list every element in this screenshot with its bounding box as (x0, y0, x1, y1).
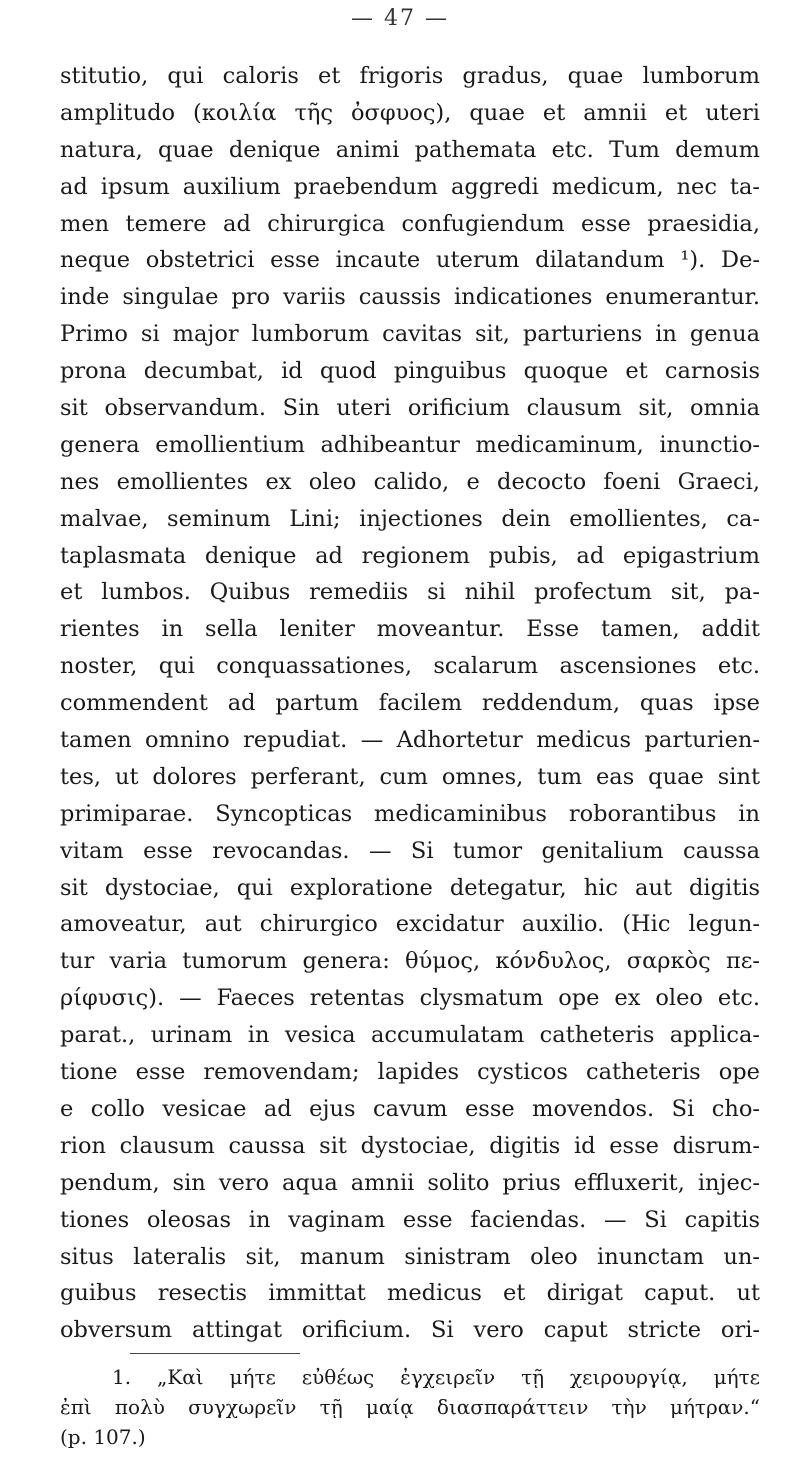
text-line: tione esse removendam; lapides cysticos catheteris ope (60, 1059, 760, 1086)
text-line: rientes in sella leniter moveantur. Esse tamen, addit (60, 616, 760, 643)
text-line: e collo vesicae ad ejus cavum esse movendos. Si cho- (60, 1095, 760, 1122)
text-line: genera emollientium adhibeantur medicaminum, inunctio- (60, 431, 760, 458)
text-line: sit dystociae, qui exploratione detegatur, hic aut digitis (60, 874, 760, 901)
text-line: pendum, sin vero aqua amnii solito prius effluxerit, injec- (60, 1169, 760, 1196)
text-line: inde singulae pro variis caussis indicationes enumerantur. (60, 284, 760, 311)
text-line: amoveatur, aut chirurgico excidatur auxilio. (Hic legun- (60, 911, 760, 938)
text-line: tiones oleosas in vaginam esse faciendas. — Si capitis (60, 1206, 760, 1233)
text-line: primiparae. Syncopticas medicaminibus roborantibus in (60, 800, 760, 827)
text-line: natura, quae denique animi pathemata etc. Tum demum (60, 136, 760, 163)
text-line: rion clausum caussa sit dystociae, digitis id esse disrum- (60, 1132, 760, 1159)
text-line: vitam esse revocandas. — Si tumor genitalium caussa (60, 837, 760, 864)
text-line: commendent ad partum facilem reddendum, quas ipse (60, 690, 760, 717)
text-line: nes emollientes ex oleo calido, e decocto foeni Graeci, (60, 468, 760, 495)
text-line: neque obstetrici esse incaute uterum dilatandum ¹). De- (60, 247, 760, 274)
text-line: ad ipsum auxilium praebendum aggredi medicum, nec ta- (60, 173, 760, 200)
text-line: et lumbos. Quibus remediis si nihil profectum sit, pa- (60, 579, 760, 606)
footnote-block (60, 1362, 760, 1452)
text-line: guibus resectis immittat medicus et dirigat caput. ut (60, 1280, 760, 1307)
footnote-line: (p. 107.) (60, 1425, 146, 1449)
main-text-block (60, 58, 760, 1349)
text-line: prona decumbat, id quod pinguibus quoque et carnosis (60, 358, 760, 385)
footnote-divider (130, 1353, 300, 1354)
text-line: tur varia tumorum genera: θύμος, κόνδυλος, σαρκὸς πε- (60, 948, 760, 975)
text-line: tes, ut dolores perferant, cum omnes, tum eas quae sint (60, 763, 760, 790)
text-line: parat., urinam in vesica accumulatam catheteris applica- (60, 1022, 760, 1049)
text-line: noster, qui conquassationes, scalarum ascensiones etc. (60, 653, 760, 680)
text-line: Primo si major lumborum cavitas sit, parturiens in genua (60, 321, 760, 348)
text-line: stitutio, qui caloris et frigoris gradus, quae lumborum (60, 63, 760, 89)
text-line: taplasmata denique ad regionem pubis, ad epigastrium (60, 542, 760, 569)
footnote-line: 1. „Καὶ μήτε εὐθέως ἐγχειρεῖν τῇ χειρουργίᾳ, μήτε (112, 1365, 760, 1389)
text-line: situs lateralis sit, manum sinistram oleo inunctam un- (60, 1243, 760, 1270)
footnote-line: ἐπὶ πολὺ συγχωρεῖν τῇ μαίᾳ διασπαράττειν τὴν μήτραν.“ (60, 1395, 760, 1419)
text-line: sit observandum. Sin uteri orificium clausum sit, omnia (60, 395, 760, 422)
text-line: amplitudo (κοιλία τῆς ὀσφυος), quae et amnii et uteri (60, 99, 760, 126)
page-number-header: — 47 — (351, 6, 449, 31)
text-line: ρίφυσις). — Faeces retentas clysmatum ope ex oleo etc. (60, 985, 760, 1012)
text-line: obversum attingat orificium. Si vero caput stricte ori- (60, 1317, 760, 1344)
text-line: malvae, seminum Lini; injectiones dein emollientes, ca- (60, 505, 760, 532)
text-line: men temere ad chirurgica confugiendum esse praesidia, (60, 210, 760, 237)
text-line: tamen omnino repudiat. — Adhortetur medicus parturien- (60, 727, 760, 754)
